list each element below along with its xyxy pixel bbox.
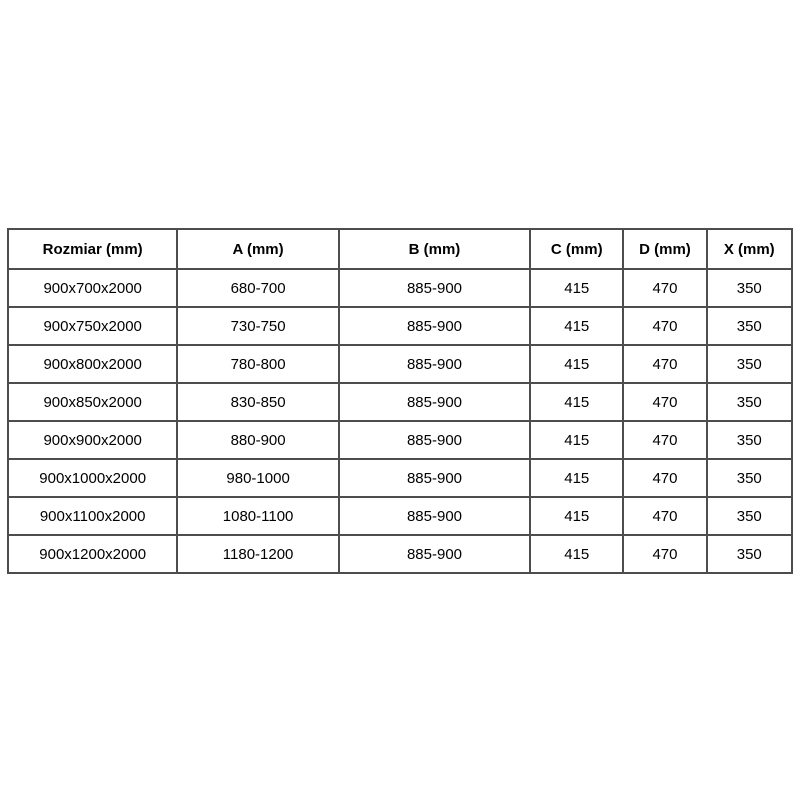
table-cell: 415	[530, 345, 623, 383]
table-cell: 350	[707, 383, 793, 421]
table-row	[8, 497, 792, 535]
table-row	[8, 535, 792, 573]
table-header-cell: B (mm)	[339, 229, 530, 269]
table-header-cell: D (mm)	[623, 229, 706, 269]
size-dimensions-table	[7, 228, 793, 574]
table-cell: 415	[530, 269, 623, 307]
table-cell: 415	[530, 459, 623, 497]
table-body	[8, 269, 792, 573]
table-cell: 900x1200x2000	[8, 535, 177, 573]
table-cell: 415	[530, 497, 623, 535]
table-cell: 900x850x2000	[8, 383, 177, 421]
table-row	[8, 459, 792, 497]
table-row	[8, 345, 792, 383]
table-cell: 415	[530, 307, 623, 345]
table-cell: 900x1000x2000	[8, 459, 177, 497]
table-header-cell: A (mm)	[177, 229, 339, 269]
table-cell: 885-900	[339, 535, 530, 573]
table-cell: 980-1000	[177, 459, 339, 497]
table-row	[8, 307, 792, 345]
table-cell: 885-900	[339, 345, 530, 383]
table-cell: 470	[623, 345, 706, 383]
table-cell: 780-800	[177, 345, 339, 383]
table-cell: 470	[623, 535, 706, 573]
table-row	[8, 269, 792, 307]
table-cell: 350	[707, 421, 793, 459]
table-row	[8, 383, 792, 421]
table-cell: 470	[623, 497, 706, 535]
table-cell: 900x900x2000	[8, 421, 177, 459]
table-cell: 415	[530, 535, 623, 573]
table-cell: 350	[707, 535, 793, 573]
table-cell: 350	[707, 497, 793, 535]
table-cell: 900x700x2000	[8, 269, 177, 307]
table-cell: 350	[707, 307, 793, 345]
table-cell: 350	[707, 459, 793, 497]
table-header-cell: C (mm)	[530, 229, 623, 269]
table-cell: 470	[623, 269, 706, 307]
table-cell: 730-750	[177, 307, 339, 345]
table-header-cell: X (mm)	[707, 229, 793, 269]
table-cell: 415	[530, 421, 623, 459]
table-cell: 680-700	[177, 269, 339, 307]
table-cell: 1080-1100	[177, 497, 339, 535]
table-cell: 900x750x2000	[8, 307, 177, 345]
table-cell: 470	[623, 421, 706, 459]
table-cell: 470	[623, 307, 706, 345]
table-cell: 885-900	[339, 497, 530, 535]
table-cell: 900x1100x2000	[8, 497, 177, 535]
size-table	[7, 228, 793, 574]
table-cell: 885-900	[339, 459, 530, 497]
table-cell: 1180-1200	[177, 535, 339, 573]
table-header-cell: Rozmiar (mm)	[8, 229, 177, 269]
table-cell: 900x800x2000	[8, 345, 177, 383]
table-cell: 470	[623, 383, 706, 421]
table-row	[8, 229, 792, 269]
table-cell: 830-850	[177, 383, 339, 421]
table-row	[8, 421, 792, 459]
table-cell: 350	[707, 345, 793, 383]
table-cell: 885-900	[339, 307, 530, 345]
table-cell: 470	[623, 459, 706, 497]
table-cell: 885-900	[339, 269, 530, 307]
table-cell: 885-900	[339, 383, 530, 421]
table-header-row	[8, 229, 792, 269]
table-cell: 415	[530, 383, 623, 421]
table-cell: 880-900	[177, 421, 339, 459]
table-cell: 885-900	[339, 421, 530, 459]
table-cell: 350	[707, 269, 793, 307]
